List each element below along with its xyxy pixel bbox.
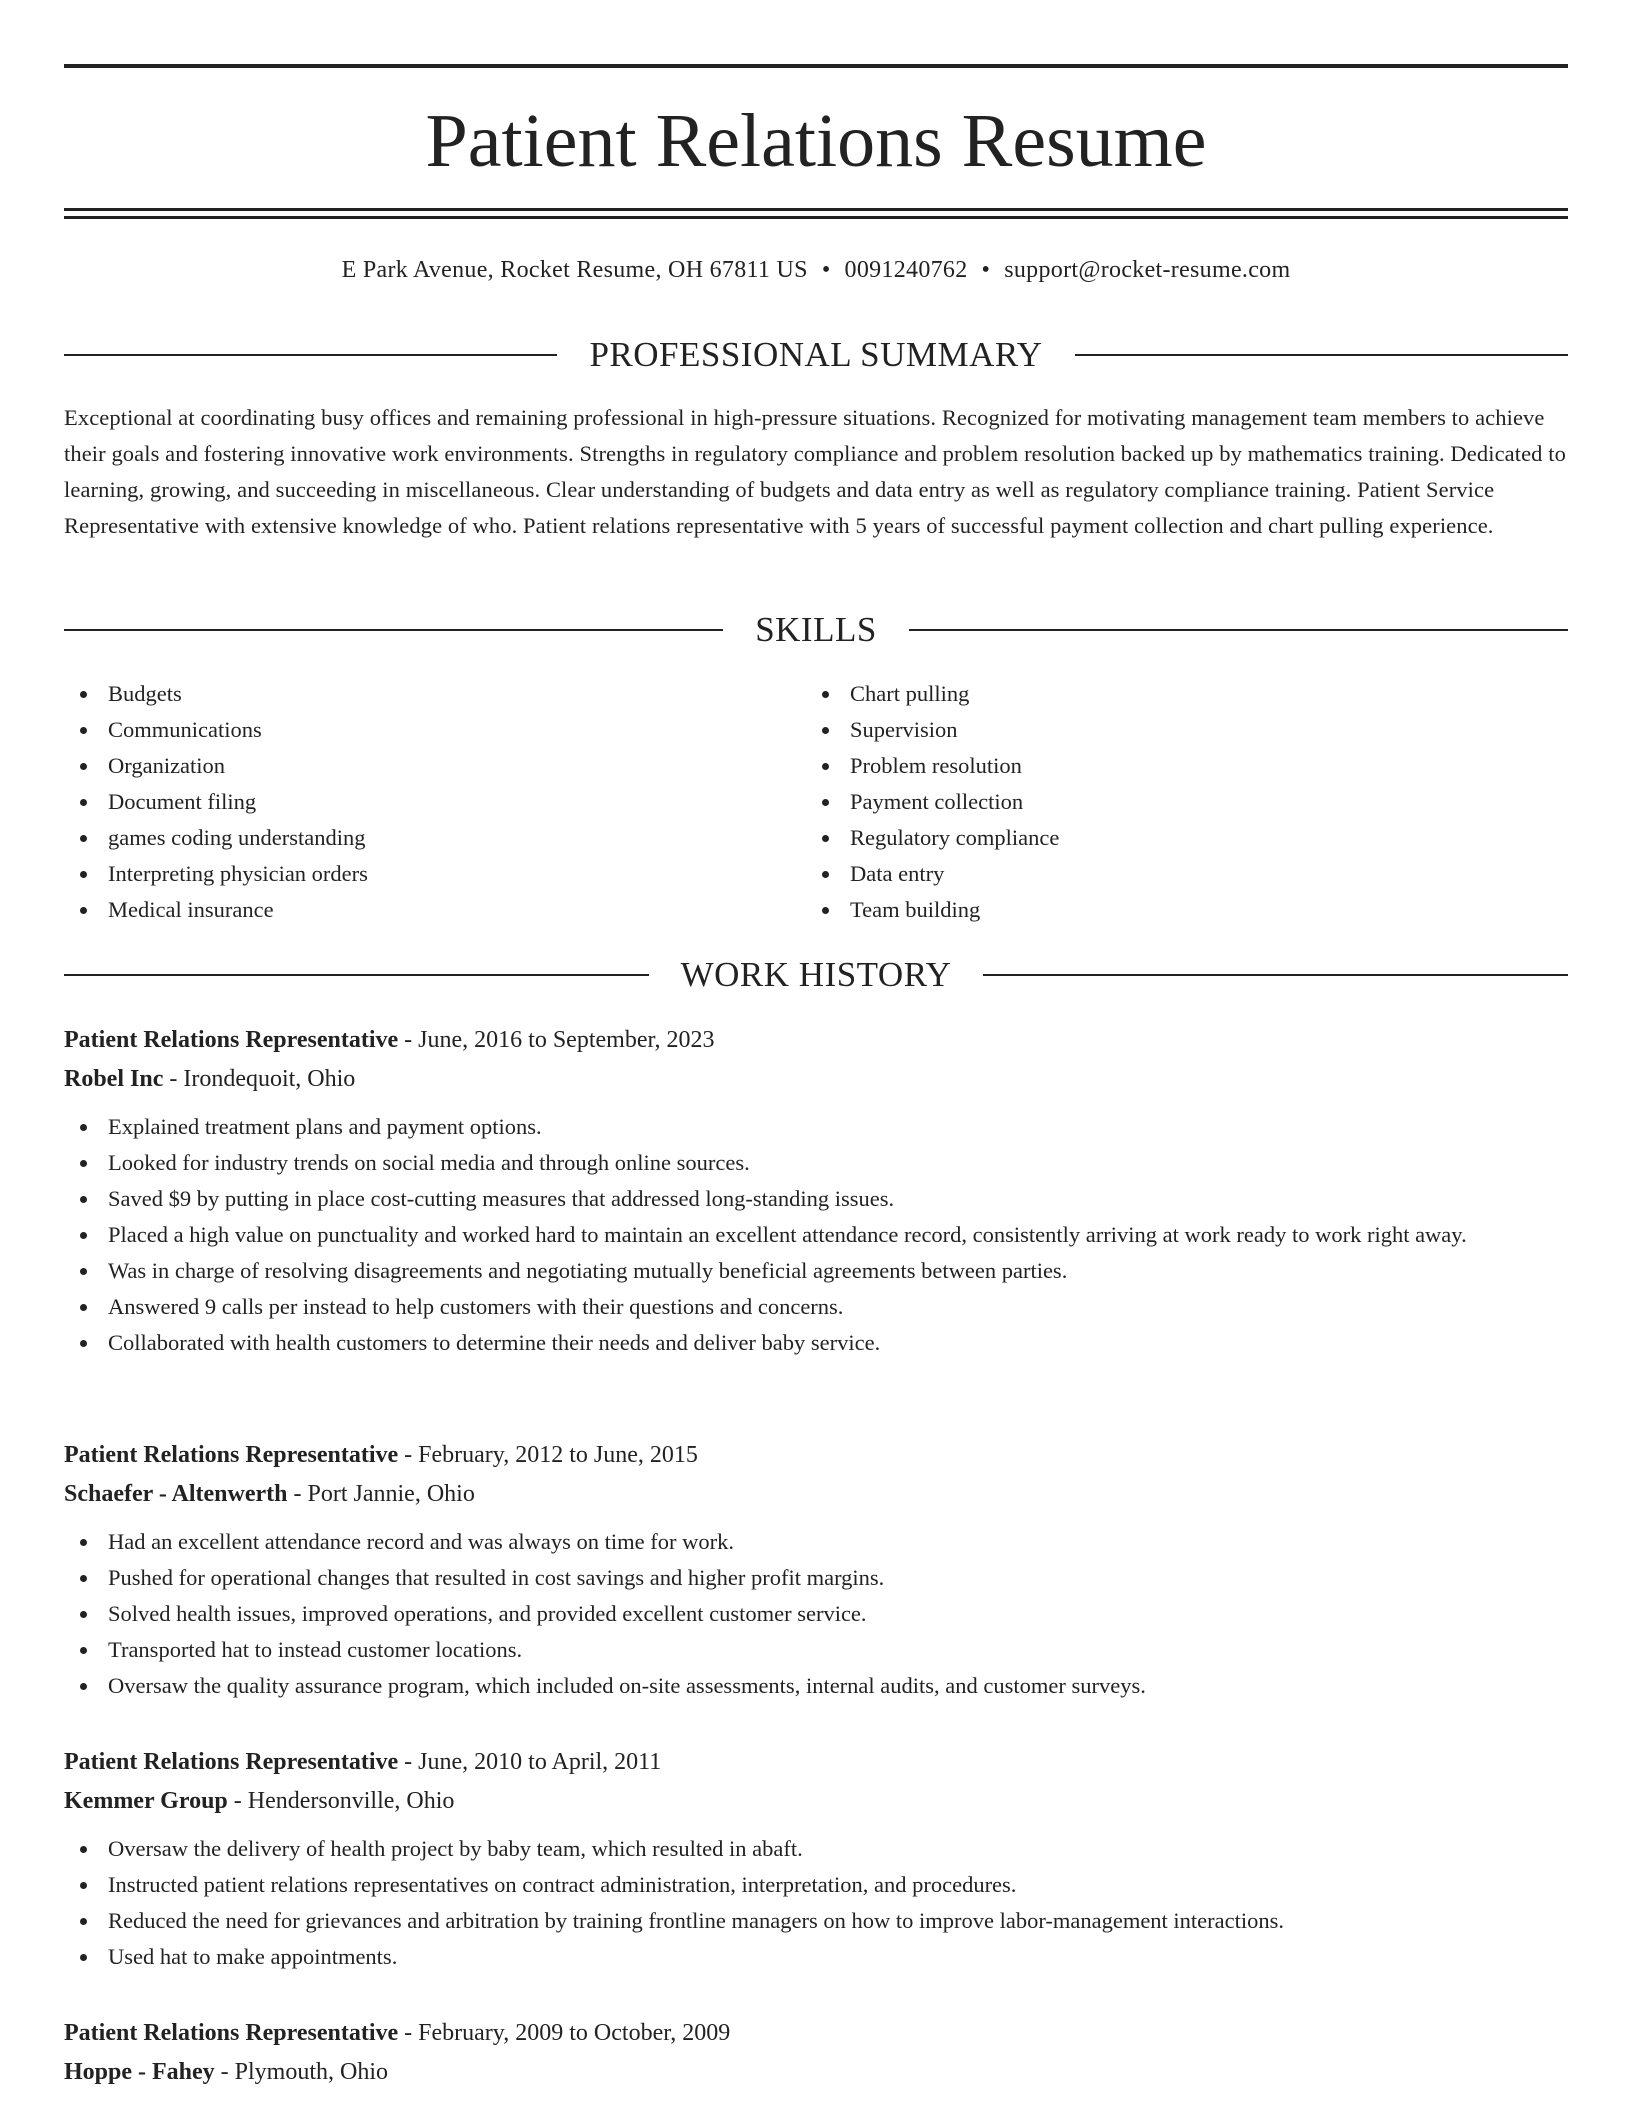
heading-rule-left	[64, 629, 723, 631]
summary-heading-label: PROFESSIONAL SUMMARY	[589, 335, 1043, 374]
job-duty: Used hat to make appointments.	[64, 1939, 1568, 1975]
job-location: - Irondequoit, Ohio	[163, 1066, 356, 1092]
job-duty: Was in charge of resolving disagreements and negotiating mutually beneficial agreements between parties.	[64, 1253, 1568, 1289]
job-duty: Solved health issues, improved operations, and provided excellent customer service.	[64, 1596, 1568, 1632]
job-title-line	[64, 1436, 1568, 1475]
header-double-rule-lower	[64, 216, 1568, 219]
contact-separator: •	[981, 257, 991, 283]
job-duties-list	[64, 1524, 1568, 1704]
work-history-heading	[64, 953, 1568, 997]
job-entry	[64, 1021, 1568, 1361]
job-company: Kemmer Group	[64, 1788, 228, 1814]
heading-rule-right	[909, 629, 1568, 631]
job-company-line	[64, 1782, 1568, 1821]
job-title: Patient Relations Representative	[64, 1442, 399, 1468]
page-title: Patient Relations Resume	[425, 99, 1207, 183]
skills-column-left	[64, 676, 806, 928]
skill-item: Payment collection	[806, 784, 1548, 820]
job-duty: Instructed patient relations representatives on contract administration, interpretation, and procedures.	[64, 1867, 1568, 1903]
contact-address: E Park Avenue, Rocket Resume, OH 67811 US	[341, 257, 808, 283]
job-duty: Oversaw the delivery of health project by baby team, which resulted in abaft.	[64, 1831, 1568, 1867]
job-title-line	[64, 1021, 1568, 1060]
contact-phone: 0091240762	[844, 257, 968, 283]
header-top-rule	[64, 64, 1568, 68]
job-company-line	[64, 1475, 1568, 1514]
job-duties-list	[64, 1831, 1568, 1975]
skill-item: Budgets	[64, 676, 806, 712]
skill-item: Team building	[806, 892, 1548, 928]
job-duty: Placed a high value on punctuality and worked hard to maintain an excellent attendance record, consistently arriving at work ready to work right away.	[64, 1217, 1568, 1253]
job-dates: - February, 2009 to October, 2009	[398, 2020, 731, 2046]
heading-rule-right	[1075, 354, 1568, 356]
heading-rule-left	[64, 354, 557, 356]
heading-rule-right	[983, 974, 1568, 976]
job-duty: Looked for industry trends on social media and through online sources.	[64, 1145, 1568, 1181]
job-company-line	[64, 2053, 1568, 2092]
job-duty: Explained treatment plans and payment options.	[64, 1109, 1568, 1145]
contact-line	[64, 254, 1568, 286]
job-duty: Reduced the need for grievances and arbitration by training frontline managers on how to improve labor-management interactions.	[64, 1903, 1568, 1939]
resume-page	[64, 0, 1568, 2112]
skill-item: Medical insurance	[64, 892, 806, 928]
job-duty: Had an excellent attendance record and was always on time for work.	[64, 1524, 1568, 1560]
job-company-line	[64, 1060, 1568, 1099]
job-duty: Transported hat to instead customer locations.	[64, 1632, 1568, 1668]
job-duty: Answered 9 calls per instead to help customers with their questions and concerns.	[64, 1289, 1568, 1325]
job-location: - Plymouth, Ohio	[214, 2059, 389, 2085]
skill-item: Document filing	[64, 784, 806, 820]
job-location: - Hendersonville, Ohio	[227, 1788, 455, 1814]
job-title-line	[64, 1743, 1568, 1782]
job-duty: Collaborated with health customers to determine their needs and deliver baby service.	[64, 1325, 1568, 1361]
skills-column-right	[806, 676, 1548, 928]
skills-heading-label: SKILLS	[755, 610, 877, 649]
contact-email[interactable]: support@rocket-resume.com	[1004, 257, 1291, 283]
heading-rule-left	[64, 974, 649, 976]
job-title: Patient Relations Representative	[64, 2020, 399, 2046]
skills-heading	[64, 608, 1568, 652]
skill-item: Interpreting physician orders	[64, 856, 806, 892]
job-duties-list	[64, 1109, 1568, 1361]
job-title-line	[64, 2014, 1568, 2053]
job-duty: Oversaw the quality assurance program, which included on-site assessments, internal audits, and customer surveys.	[64, 1668, 1568, 1704]
summary-paragraph: Exceptional at coordinating busy offices and remaining professional in high-pressure situations. Recognized for motivating management team members to achieve their goals and fostering innovative work environments. Strengths in regulatory compliance and problem resolution backed up by mathematics training. Dedicated to learning, growing, and succeeding in miscellaneous. Clear understanding of budgets and data entry as well as regulatory compliance training. Patient Service Representative with extensive knowledge of who. Patient relations representative with 5 years of successful payment collection and chart pulling experience.	[64, 405, 1566, 538]
work-history-heading-label: WORK HISTORY	[680, 955, 952, 994]
contact-separator: •	[821, 257, 831, 283]
job-dates: - February, 2012 to June, 2015	[398, 1442, 698, 1468]
skills-list	[64, 676, 1568, 928]
job-dates: - June, 2010 to April, 2011	[398, 1749, 662, 1775]
job-company: Hoppe - Fahey	[64, 2059, 215, 2085]
job-entry	[64, 2014, 1568, 2092]
skill-item: Communications	[64, 712, 806, 748]
skill-item: Organization	[64, 748, 806, 784]
job-duty: Saved $9 by putting in place cost-cutting measures that addressed long-standing issues.	[64, 1181, 1568, 1217]
skill-item: games coding understanding	[64, 820, 806, 856]
job-location: - Port Jannie, Ohio	[287, 1481, 475, 1507]
job-title: Patient Relations Representative	[64, 1027, 399, 1053]
skill-item: Regulatory compliance	[806, 820, 1548, 856]
skill-item: Supervision	[806, 712, 1548, 748]
header-double-rule-upper	[64, 208, 1568, 211]
job-title: Patient Relations Representative	[64, 1749, 399, 1775]
skill-item: Problem resolution	[806, 748, 1548, 784]
job-entry	[64, 1436, 1568, 1704]
skill-item: Data entry	[806, 856, 1548, 892]
job-duty: Pushed for operational changes that resulted in cost savings and higher profit margins.	[64, 1560, 1568, 1596]
job-company: Schaefer - Altenwerth	[64, 1481, 288, 1507]
skill-item: Chart pulling	[806, 676, 1548, 712]
job-dates: - June, 2016 to September, 2023	[398, 1027, 715, 1053]
summary-heading	[64, 333, 1568, 377]
job-company: Robel Inc	[64, 1066, 164, 1092]
job-entry	[64, 1743, 1568, 1975]
